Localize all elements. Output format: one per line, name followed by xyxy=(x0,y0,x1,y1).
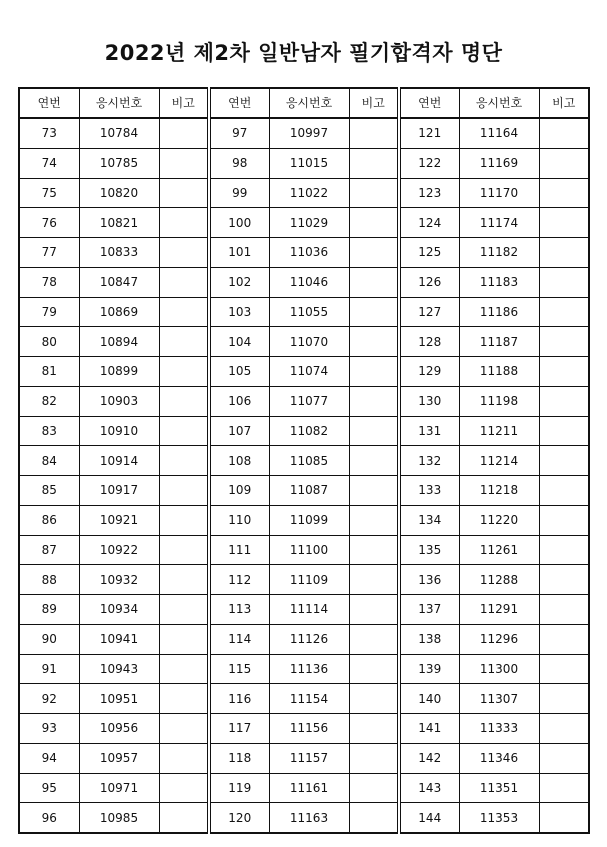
remarks-cell xyxy=(159,773,209,803)
serial-cell: 113 xyxy=(209,595,269,625)
exam-number-cell: 11046 xyxy=(269,267,349,297)
remarks-cell xyxy=(349,238,399,268)
remarks-cell xyxy=(539,595,589,625)
exam-number-cell: 10951 xyxy=(79,684,159,714)
remarks-cell xyxy=(159,267,209,297)
exam-number-cell: 10922 xyxy=(79,535,159,565)
remarks-cell xyxy=(349,684,399,714)
remarks-cell xyxy=(349,743,399,773)
serial-cell: 83 xyxy=(19,416,79,446)
remarks-cell xyxy=(159,505,209,535)
exam-number-cell: 10894 xyxy=(79,327,159,357)
serial-cell: 119 xyxy=(209,773,269,803)
exam-number-cell: 11300 xyxy=(459,654,539,684)
table-row xyxy=(19,743,589,773)
serial-cell: 131 xyxy=(399,416,459,446)
exam-number-cell: 10985 xyxy=(79,803,159,833)
remarks-cell xyxy=(159,297,209,327)
exam-number-cell: 11015 xyxy=(269,148,349,178)
exam-number-cell: 10784 xyxy=(79,118,159,148)
remarks-cell xyxy=(159,654,209,684)
remarks-cell xyxy=(159,416,209,446)
serial-cell: 116 xyxy=(209,684,269,714)
serial-cell: 91 xyxy=(19,654,79,684)
serial-cell: 118 xyxy=(209,743,269,773)
serial-cell: 98 xyxy=(209,148,269,178)
serial-cell: 126 xyxy=(399,267,459,297)
header-exam-number: 응시번호 xyxy=(269,88,349,118)
exam-number-cell: 11022 xyxy=(269,178,349,208)
table-row xyxy=(19,624,589,654)
serial-cell: 85 xyxy=(19,476,79,506)
serial-cell: 79 xyxy=(19,297,79,327)
serial-cell: 120 xyxy=(209,803,269,833)
remarks-cell xyxy=(539,148,589,178)
serial-cell: 99 xyxy=(209,178,269,208)
serial-cell: 143 xyxy=(399,773,459,803)
exam-number-cell: 10941 xyxy=(79,624,159,654)
remarks-cell xyxy=(159,178,209,208)
remarks-cell xyxy=(539,476,589,506)
remarks-cell xyxy=(159,476,209,506)
exam-number-cell: 11183 xyxy=(459,267,539,297)
remarks-cell xyxy=(539,565,589,595)
exam-number-cell: 11182 xyxy=(459,238,539,268)
exam-number-cell: 11218 xyxy=(459,476,539,506)
exam-number-cell: 10943 xyxy=(79,654,159,684)
remarks-cell xyxy=(159,595,209,625)
exam-number-cell: 11114 xyxy=(269,595,349,625)
exam-number-cell: 11307 xyxy=(459,684,539,714)
table-row xyxy=(19,208,589,238)
serial-cell: 140 xyxy=(399,684,459,714)
serial-cell: 106 xyxy=(209,386,269,416)
remarks-cell xyxy=(349,208,399,238)
serial-cell: 124 xyxy=(399,208,459,238)
remarks-cell xyxy=(539,535,589,565)
exam-number-cell: 11074 xyxy=(269,357,349,387)
remarks-cell xyxy=(349,327,399,357)
remarks-cell xyxy=(539,505,589,535)
remarks-cell xyxy=(539,267,589,297)
serial-cell: 100 xyxy=(209,208,269,238)
serial-cell: 89 xyxy=(19,595,79,625)
serial-cell: 75 xyxy=(19,178,79,208)
remarks-cell xyxy=(159,327,209,357)
table-row xyxy=(19,386,589,416)
exam-number-cell: 11070 xyxy=(269,327,349,357)
remarks-cell xyxy=(539,743,589,773)
remarks-cell xyxy=(539,297,589,327)
page-title: 2022년 제2차 일반남자 필기합격자 명단 xyxy=(104,41,503,65)
serial-cell: 94 xyxy=(19,743,79,773)
exam-number-cell: 10957 xyxy=(79,743,159,773)
remarks-cell xyxy=(159,208,209,238)
serial-cell: 142 xyxy=(399,743,459,773)
exam-number-cell: 11082 xyxy=(269,416,349,446)
exam-number-cell: 11161 xyxy=(269,773,349,803)
remarks-cell xyxy=(539,684,589,714)
exam-number-cell: 11353 xyxy=(459,803,539,833)
exam-number-cell: 11136 xyxy=(269,654,349,684)
serial-cell: 115 xyxy=(209,654,269,684)
serial-cell: 84 xyxy=(19,446,79,476)
serial-cell: 107 xyxy=(209,416,269,446)
remarks-cell xyxy=(159,714,209,744)
exam-number-cell: 11346 xyxy=(459,743,539,773)
remarks-cell xyxy=(349,714,399,744)
serial-cell: 127 xyxy=(399,297,459,327)
remarks-cell xyxy=(349,357,399,387)
table-row xyxy=(19,654,589,684)
remarks-cell xyxy=(159,148,209,178)
remarks-cell xyxy=(349,118,399,148)
table-row xyxy=(19,565,589,595)
remarks-cell xyxy=(349,803,399,833)
exam-number-cell: 10833 xyxy=(79,238,159,268)
serial-cell: 76 xyxy=(19,208,79,238)
exam-number-cell: 10847 xyxy=(79,267,159,297)
serial-cell: 95 xyxy=(19,773,79,803)
exam-number-cell: 10910 xyxy=(79,416,159,446)
serial-cell: 134 xyxy=(399,505,459,535)
remarks-cell xyxy=(349,416,399,446)
remarks-cell xyxy=(539,327,589,357)
exam-number-cell: 11170 xyxy=(459,178,539,208)
table-row xyxy=(19,595,589,625)
table-row xyxy=(19,267,589,297)
serial-cell: 138 xyxy=(399,624,459,654)
remarks-cell xyxy=(349,476,399,506)
serial-cell: 73 xyxy=(19,118,79,148)
remarks-cell xyxy=(539,416,589,446)
exam-number-cell: 11291 xyxy=(459,595,539,625)
table-row xyxy=(19,297,589,327)
exam-number-cell: 10903 xyxy=(79,386,159,416)
table-row xyxy=(19,148,589,178)
header-serial: 연번 xyxy=(19,88,79,118)
exam-number-cell: 10971 xyxy=(79,773,159,803)
remarks-cell xyxy=(349,505,399,535)
serial-cell: 74 xyxy=(19,148,79,178)
remarks-cell xyxy=(349,297,399,327)
exam-number-cell: 11036 xyxy=(269,238,349,268)
header-serial: 연번 xyxy=(399,88,459,118)
serial-cell: 86 xyxy=(19,505,79,535)
serial-cell: 136 xyxy=(399,565,459,595)
table-row xyxy=(19,803,589,833)
header-remarks: 비고 xyxy=(349,88,399,118)
remarks-cell xyxy=(159,446,209,476)
remarks-cell xyxy=(159,565,209,595)
remarks-cell xyxy=(159,743,209,773)
exam-number-cell: 11126 xyxy=(269,624,349,654)
table-row xyxy=(19,118,589,148)
remarks-cell xyxy=(349,386,399,416)
serial-cell: 102 xyxy=(209,267,269,297)
exam-number-cell: 10921 xyxy=(79,505,159,535)
serial-cell: 132 xyxy=(399,446,459,476)
exam-number-cell: 11351 xyxy=(459,773,539,803)
serial-cell: 97 xyxy=(209,118,269,148)
exam-number-cell: 11109 xyxy=(269,565,349,595)
exam-number-cell: 10869 xyxy=(79,297,159,327)
table-row xyxy=(19,505,589,535)
serial-cell: 129 xyxy=(399,357,459,387)
serial-cell: 112 xyxy=(209,565,269,595)
remarks-cell xyxy=(539,238,589,268)
serial-cell: 144 xyxy=(399,803,459,833)
exam-number-cell: 11296 xyxy=(459,624,539,654)
remarks-cell xyxy=(349,178,399,208)
exam-number-cell: 11164 xyxy=(459,118,539,148)
remarks-cell xyxy=(349,773,399,803)
remarks-cell xyxy=(539,654,589,684)
serial-cell: 109 xyxy=(209,476,269,506)
remarks-cell xyxy=(159,357,209,387)
exam-number-cell: 11163 xyxy=(269,803,349,833)
header-exam-number: 응시번호 xyxy=(459,88,539,118)
serial-cell: 105 xyxy=(209,357,269,387)
header-remarks: 비고 xyxy=(159,88,209,118)
serial-cell: 90 xyxy=(19,624,79,654)
exam-number-cell: 11188 xyxy=(459,357,539,387)
exam-number-cell: 11157 xyxy=(269,743,349,773)
serial-cell: 111 xyxy=(209,535,269,565)
exam-number-cell: 11220 xyxy=(459,505,539,535)
remarks-cell xyxy=(539,803,589,833)
serial-cell: 108 xyxy=(209,446,269,476)
exam-number-cell: 11288 xyxy=(459,565,539,595)
remarks-cell xyxy=(539,386,589,416)
serial-cell: 117 xyxy=(209,714,269,744)
exam-number-cell: 11174 xyxy=(459,208,539,238)
remarks-cell xyxy=(159,535,209,565)
remarks-cell xyxy=(159,118,209,148)
exam-number-cell: 10820 xyxy=(79,178,159,208)
exam-number-cell: 11214 xyxy=(459,446,539,476)
exam-number-cell: 10997 xyxy=(269,118,349,148)
exam-number-cell: 11055 xyxy=(269,297,349,327)
remarks-cell xyxy=(539,773,589,803)
serial-cell: 92 xyxy=(19,684,79,714)
serial-cell: 87 xyxy=(19,535,79,565)
header-exam-number: 응시번호 xyxy=(79,88,159,118)
exam-number-cell: 11029 xyxy=(269,208,349,238)
exam-number-cell: 11154 xyxy=(269,684,349,714)
serial-cell: 122 xyxy=(399,148,459,178)
exam-number-cell: 11169 xyxy=(459,148,539,178)
exam-number-cell: 10917 xyxy=(79,476,159,506)
exam-number-cell: 11187 xyxy=(459,327,539,357)
serial-cell: 135 xyxy=(399,535,459,565)
remarks-cell xyxy=(539,357,589,387)
remarks-cell xyxy=(539,118,589,148)
table-row xyxy=(19,535,589,565)
passer-list-table xyxy=(18,87,590,834)
exam-number-cell: 10934 xyxy=(79,595,159,625)
serial-cell: 82 xyxy=(19,386,79,416)
serial-cell: 137 xyxy=(399,595,459,625)
remarks-cell xyxy=(349,595,399,625)
table-row xyxy=(19,238,589,268)
serial-cell: 141 xyxy=(399,714,459,744)
remarks-cell xyxy=(349,624,399,654)
remarks-cell xyxy=(159,803,209,833)
serial-cell: 80 xyxy=(19,327,79,357)
table-row xyxy=(19,327,589,357)
serial-cell: 121 xyxy=(399,118,459,148)
table-row xyxy=(19,773,589,803)
remarks-cell xyxy=(349,565,399,595)
remarks-cell xyxy=(159,238,209,268)
serial-cell: 139 xyxy=(399,654,459,684)
serial-cell: 123 xyxy=(399,178,459,208)
remarks-cell xyxy=(349,267,399,297)
exam-number-cell: 11211 xyxy=(459,416,539,446)
remarks-cell xyxy=(349,446,399,476)
remarks-cell xyxy=(159,386,209,416)
serial-cell: 96 xyxy=(19,803,79,833)
exam-number-cell: 11156 xyxy=(269,714,349,744)
serial-cell: 103 xyxy=(209,297,269,327)
remarks-cell xyxy=(539,446,589,476)
exam-number-cell: 10821 xyxy=(79,208,159,238)
header-remarks: 비고 xyxy=(539,88,589,118)
exam-number-cell: 10932 xyxy=(79,565,159,595)
table-row xyxy=(19,476,589,506)
serial-cell: 133 xyxy=(399,476,459,506)
exam-number-cell: 11186 xyxy=(459,297,539,327)
remarks-cell xyxy=(349,148,399,178)
serial-cell: 125 xyxy=(399,238,459,268)
exam-number-cell: 11333 xyxy=(459,714,539,744)
serial-cell: 130 xyxy=(399,386,459,416)
table-row xyxy=(19,446,589,476)
table-row xyxy=(19,416,589,446)
exam-number-cell: 11099 xyxy=(269,505,349,535)
table-row xyxy=(19,178,589,208)
header-serial: 연번 xyxy=(209,88,269,118)
serial-cell: 88 xyxy=(19,565,79,595)
exam-number-cell: 10899 xyxy=(79,357,159,387)
exam-number-cell: 10914 xyxy=(79,446,159,476)
table-row xyxy=(19,684,589,714)
exam-number-cell: 10785 xyxy=(79,148,159,178)
serial-cell: 104 xyxy=(209,327,269,357)
exam-number-cell: 11261 xyxy=(459,535,539,565)
remarks-cell xyxy=(349,535,399,565)
serial-cell: 110 xyxy=(209,505,269,535)
table-row xyxy=(19,357,589,387)
serial-cell: 78 xyxy=(19,267,79,297)
remarks-cell xyxy=(539,178,589,208)
exam-number-cell: 11100 xyxy=(269,535,349,565)
exam-number-cell: 11087 xyxy=(269,476,349,506)
serial-cell: 93 xyxy=(19,714,79,744)
remarks-cell xyxy=(539,714,589,744)
serial-cell: 114 xyxy=(209,624,269,654)
table-body xyxy=(19,118,589,833)
remarks-cell xyxy=(159,624,209,654)
serial-cell: 77 xyxy=(19,238,79,268)
serial-cell: 81 xyxy=(19,357,79,387)
table-row xyxy=(19,714,589,744)
exam-number-cell: 10956 xyxy=(79,714,159,744)
exam-number-cell: 11198 xyxy=(459,386,539,416)
table-header-row xyxy=(19,88,589,118)
serial-cell: 101 xyxy=(209,238,269,268)
remarks-cell xyxy=(159,684,209,714)
remarks-cell xyxy=(349,654,399,684)
serial-cell: 128 xyxy=(399,327,459,357)
remarks-cell xyxy=(539,208,589,238)
exam-number-cell: 11085 xyxy=(269,446,349,476)
exam-number-cell: 11077 xyxy=(269,386,349,416)
remarks-cell xyxy=(539,624,589,654)
